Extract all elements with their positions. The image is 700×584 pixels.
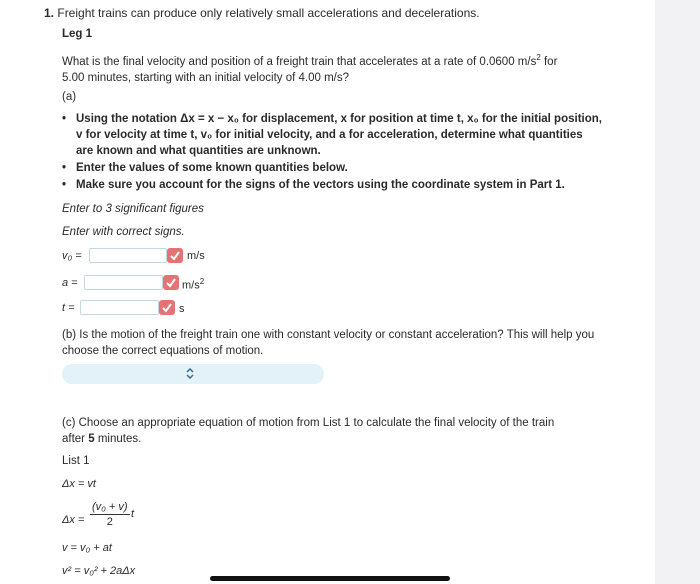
equation-2-t: t	[131, 508, 135, 520]
t-unit: s	[179, 303, 185, 315]
a-input[interactable]	[84, 275, 163, 290]
equation-4: v² = v₀² + 2aΔx	[62, 565, 136, 577]
a-unit-base: m/s	[182, 279, 200, 292]
part-b-text: (b) Is the motion of the freight train one with constant velocity or constant acceleration? This will help you choose the correct equations of motion.	[62, 329, 595, 357]
v0-label: v₀ =	[62, 250, 82, 262]
list-title: List 1	[62, 455, 90, 467]
prompt-line1: What is the final velocity and position of a freight train that accelerates at a rate of 0.0600 m/s	[62, 55, 537, 68]
part-a-label: (a)	[62, 91, 77, 103]
a-unit-exp: 2	[199, 277, 205, 286]
t-input[interactable]	[80, 300, 159, 315]
home-indicator[interactable]	[210, 576, 450, 581]
part-c-line1: (c) Choose an appropriate equation of motion from List 1 to calculate the final velocity of the train	[62, 417, 555, 429]
question-number: 1.	[44, 6, 55, 20]
instruction-item: • Make sure you account for the signs of the vectors using the coordinate system in Part 1.	[62, 177, 602, 193]
instruction-item: • Enter the values of some known quantities below.	[62, 160, 602, 176]
leg-title: Leg 1	[62, 28, 93, 40]
question-header	[44, 6, 480, 20]
equation-2-denominator: 2	[106, 516, 113, 528]
equation-3: v = v₀ + at	[62, 542, 112, 554]
part-c-text	[62, 415, 602, 447]
instruction-list	[62, 111, 602, 194]
motion-type-select[interactable]	[62, 364, 324, 384]
part-c-line2a: after	[62, 433, 89, 445]
hint-sigfig: Enter to 3 significant figures	[62, 203, 204, 215]
equation-2-numerator: (v₀ + v)	[92, 501, 128, 513]
question-title: Freight trains can produce only relatively small accelerations and decelerations.	[57, 6, 480, 20]
instruction-item: • Using the notation Δx = x − x₀ for displacement, x for position at time t, x₀ for the initial position, v for velocity at time t, v₀ for initial velocity, and a for acceleration, determine what quantities are known and what quantities are unknown.	[62, 111, 602, 159]
prompt-line2: 5.00 minutes, starting with an initial velocity of 4.00 m/s?	[62, 71, 350, 84]
part-c-minutes: 5	[88, 433, 95, 445]
part-c-line2c: minutes.	[94, 433, 142, 445]
check-icon	[163, 275, 179, 290]
check-icon	[159, 300, 175, 315]
equation-2-lhs: Δx =	[62, 514, 85, 526]
a-label: a =	[62, 277, 78, 289]
equation-1: Δx = vt	[62, 478, 96, 490]
a-unit	[182, 277, 204, 292]
prompt	[62, 50, 602, 86]
t-label: t =	[62, 302, 75, 314]
check-icon	[167, 248, 183, 263]
prompt-exp: 2	[536, 53, 541, 62]
prompt-line1-end: for	[540, 55, 558, 68]
hint-signs: Enter with correct signs.	[62, 226, 185, 238]
right-margin	[655, 0, 700, 584]
v0-unit: m/s	[187, 250, 205, 262]
v0-input[interactable]	[89, 248, 167, 263]
select-arrow-icon	[186, 368, 194, 381]
equation-2-fraction	[90, 500, 130, 529]
